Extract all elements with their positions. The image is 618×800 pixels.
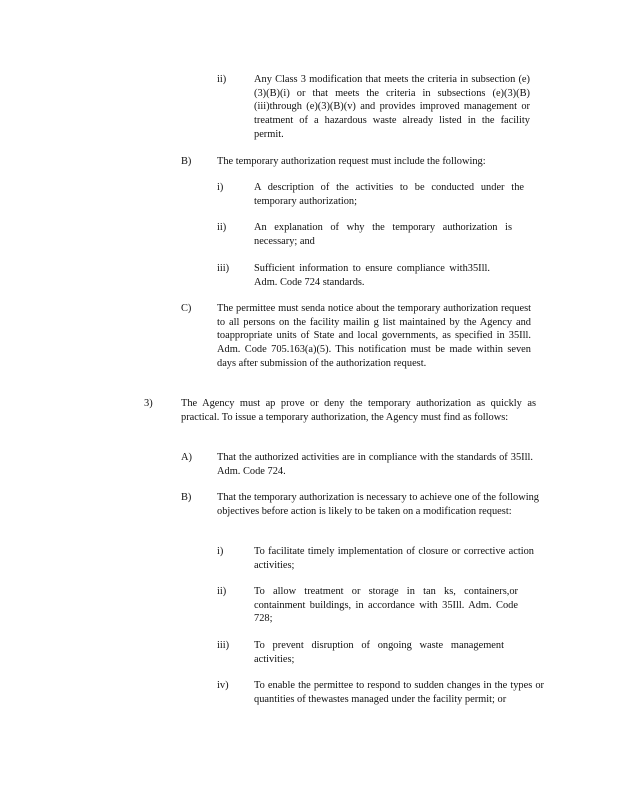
item-text: That the authorized activities are in compliance with the standards of 35Ill. Adm. Code 724. [217, 452, 533, 477]
item-text: Sufficient information to ensure compliance with35Ill. Adm. Code 724 standards. [254, 263, 490, 288]
item-text: To prevent disruption of ongoing waste management activities; [254, 640, 504, 665]
item-label: A) [181, 452, 192, 463]
item-label: i) [217, 182, 224, 193]
item-label: ii) [217, 222, 227, 233]
item-text: To enable the permittee to respond to sudden changes in the types or quantities of thewastes managed under the facility permit; or [254, 680, 544, 705]
item-label: B) [181, 156, 192, 167]
item-text: To facilitate timely implementation of closure or corrective action activities; [254, 546, 534, 571]
item-label: iii) [217, 640, 230, 651]
item-text: That the temporary authorization is necessary to achieve one of the following objectives before action is likely to be taken on a modification request: [217, 492, 539, 517]
item-label: i) [217, 546, 224, 557]
item-label: iii) [217, 263, 230, 274]
item-text: The permittee must senda notice about the temporary authorization request to all persons on the facility mailin g list maintained by the Agency and toappropriate units of State and local governments, as specified in 35Ill. Adm. Code 705.163(a)(5). This notification must be made within seven days after submission of the authorization request. [217, 303, 531, 369]
item-text: The Agency must ap prove or deny the temporary authorization as quickly as practical. To issue a temporary authorization, the Agency must find as follows: [181, 398, 536, 423]
item-label: C) [181, 303, 192, 314]
item-label: B) [181, 492, 192, 503]
item-label: iv) [217, 680, 229, 691]
item-label: ii) [217, 586, 227, 597]
item-text: A description of the activities to be conducted under the temporary authorization; [254, 182, 524, 207]
item-label: ii) [217, 74, 227, 85]
item-text: The temporary authorization request must include the following: [217, 156, 486, 167]
item-text: Any Class 3 modification that meets the criteria in subsection (e)(3)(B)(i) or that meets the criteria in subsections (e)(3)(B)(iii)through (e)(3)(B)(v) and provides improved management or treatment of a hazardous waste already listed in the facility permit. [254, 74, 530, 140]
item-label: 3) [144, 398, 153, 409]
item-text: An explanation of why the temporary authorization is necessary; and [254, 222, 512, 247]
item-text: To allow treatment or storage in tan ks, containers,or containment buildings, in accordance with 35Ill. Adm. Code 728; [254, 586, 518, 625]
